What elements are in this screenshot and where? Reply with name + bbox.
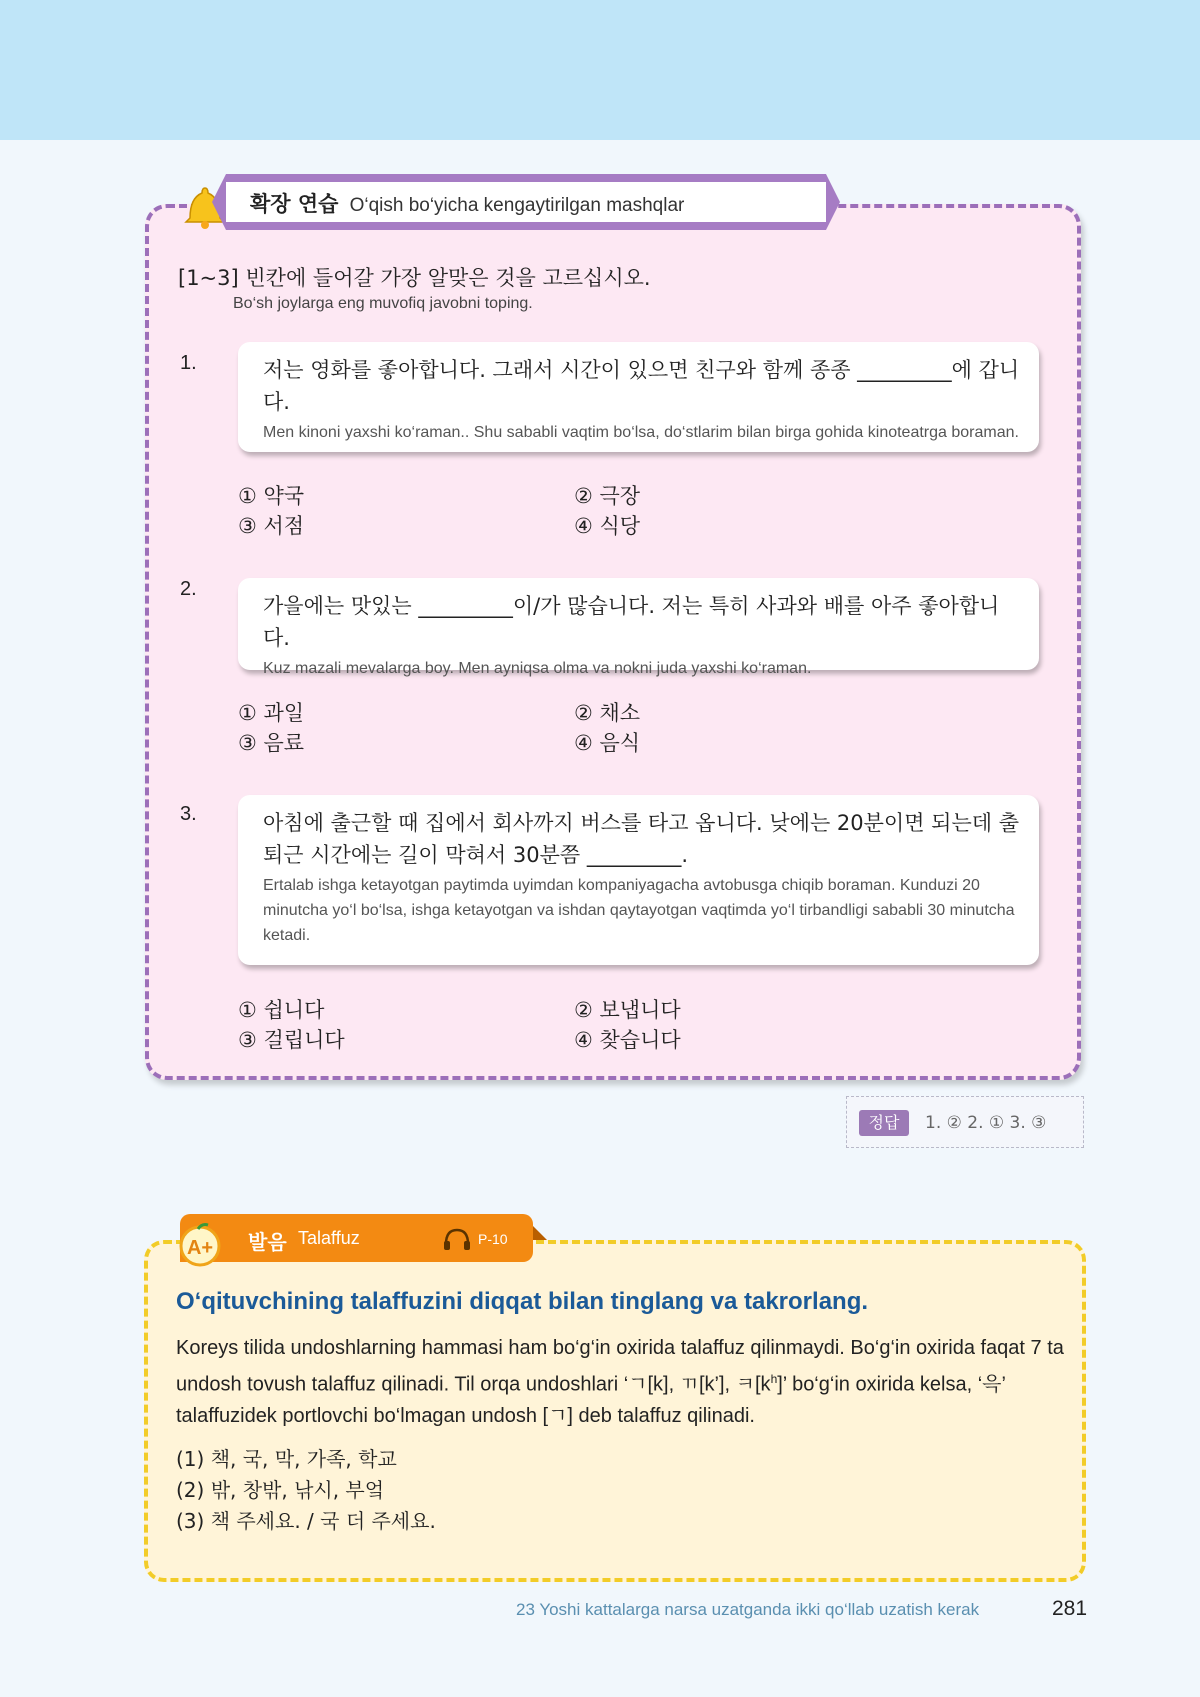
- question-2-option-2[interactable]: ② 채소: [574, 701, 641, 725]
- instruction-ko: [1~3] 빈칸에 들어갈 가장 알맞은 것을 고르십시오.: [178, 266, 651, 290]
- question-2-option-3[interactable]: ③ 음료: [238, 731, 305, 755]
- a-plus-badge-icon: [176, 1220, 224, 1268]
- answer-key-label: 정답: [859, 1110, 909, 1136]
- example-3: (3) 책 주세요. / 국 더 주세요.: [176, 1509, 436, 1533]
- pronunciation-heading: O‘qituvchining talaffuzini diqqat bilan tinglang va takrorlang.: [176, 1288, 869, 1315]
- question-3-text-ko: 아침에 출근할 때 집에서 회사까지 버스를 타고 옵니다. 낮에는 20분이면 되는데 출퇴근 시간에는 길이 막혀서 30분쯤 _________.: [263, 811, 1019, 867]
- question-1-number: 1.: [180, 352, 197, 374]
- question-3-option-1[interactable]: ① 쉽니다: [238, 998, 325, 1022]
- instruction-uz: Bo‘sh joylarga eng muvofiq javobni toping.: [233, 295, 533, 312]
- question-2-number: 2.: [180, 578, 197, 600]
- question-1-option-4[interactable]: ④ 식당: [574, 514, 641, 538]
- question-1-option-3[interactable]: ③ 서점: [238, 514, 305, 538]
- question-3-number: 3.: [180, 803, 197, 825]
- pronunciation-title-uz: Talaffuz: [298, 1228, 360, 1248]
- question-1-option-1[interactable]: ① 약국: [238, 484, 305, 508]
- question-3-option-3[interactable]: ③ 걸립니다: [238, 1028, 345, 1052]
- page-number: 281: [1052, 1597, 1088, 1620]
- question-1-card: [238, 342, 1039, 452]
- audio-track-number: P-10: [478, 1231, 508, 1247]
- badge-text: A+: [186, 1237, 214, 1259]
- explanation-part-2: ]’ bo‘g‘in oxirida kelsa, ‘윽’ talaffuzidek portlovchi bo‘lmagan undosh [ㄱ] deb talaffuz qilinadi.: [176, 1373, 1006, 1427]
- question-2-text-ko: 가을에는 맛있는 _________이/가 많습니다. 저는 특히 사과와 배를 아주 좋아합니다.: [263, 594, 1000, 650]
- pronunciation-title-ko: 발음: [248, 1230, 287, 1254]
- question-2-text-uz: Kuz mazali mevalarga boy. Men ayniqsa olma va nokni juda yaxshi ko‘raman.: [263, 660, 812, 677]
- question-3-text-uz: Ertalab ishga ketayotgan paytimda uyimdan kompaniyagacha avtobusga chiqib boraman. Kunduzi 20 minutcha yo‘l bo‘lsa, ishga ketayotgan va ishdan qaytayotgan vaqtimda yo‘l tirbandligi sababli 30 minutcha ketadi.: [263, 877, 1015, 944]
- question-2-option-1[interactable]: ① 과일: [238, 701, 305, 725]
- question-3-option-4[interactable]: ④ 찾습니다: [574, 1028, 681, 1052]
- answer-key-values: 1. ② 2. ① 3. ③: [925, 1113, 1047, 1133]
- exercise-title-uz: O‘qish bo‘yicha kengaytirilgan mashqlar: [349, 195, 685, 216]
- exercise-header: [226, 174, 826, 230]
- pronunciation-explanation: [176, 1333, 1076, 1432]
- answer-key: [846, 1096, 1084, 1148]
- exercise-title-ko: 확장 연습: [250, 192, 339, 216]
- question-2-option-4[interactable]: ④ 음식: [574, 731, 641, 755]
- question-1-text-ko: 저는 영화를 좋아합니다. 그래서 시간이 있으면 친구와 함께 종종 _________에 갑니다.: [263, 358, 1020, 414]
- aspiration-superscript: h: [770, 1372, 778, 1386]
- question-2-card: [238, 578, 1039, 677]
- lesson-footer: 23 Yoshi kattalarga narsa uzatganda ikki qo‘llab uzatish kerak: [516, 1600, 980, 1619]
- example-2: (2) 밖, 창밖, 낚시, 부엌: [176, 1478, 385, 1502]
- question-3-card: [238, 795, 1039, 965]
- example-1: (1) 책, 국, 막, 가족, 학교: [176, 1447, 397, 1471]
- explanation-part-1: Koreys tilida undoshlarning hammasi ham bo‘g‘in oxirida talaffuz qilinmaydi. Bo‘g‘in oxirida faqat 7 ta undosh tovush talaffuz qilinadi. Til orqa undoshlari ‘ㄱ[k], ㄲ[k’], ㅋ[k: [176, 1337, 1064, 1396]
- tab-fold-shape: [533, 1226, 547, 1240]
- question-1-text-uz: Men kinoni yaxshi ko‘raman.. Shu sababli vaqtim bo‘lsa, do‘stlarim bilan birga gohida kinoteatrga boraman.: [263, 424, 1019, 441]
- question-1-option-2[interactable]: ② 극장: [574, 484, 641, 508]
- top-banner: [0, 0, 1200, 140]
- headphones-icon[interactable]: [442, 1226, 472, 1252]
- question-3-option-2[interactable]: ② 보냅니다: [574, 998, 681, 1022]
